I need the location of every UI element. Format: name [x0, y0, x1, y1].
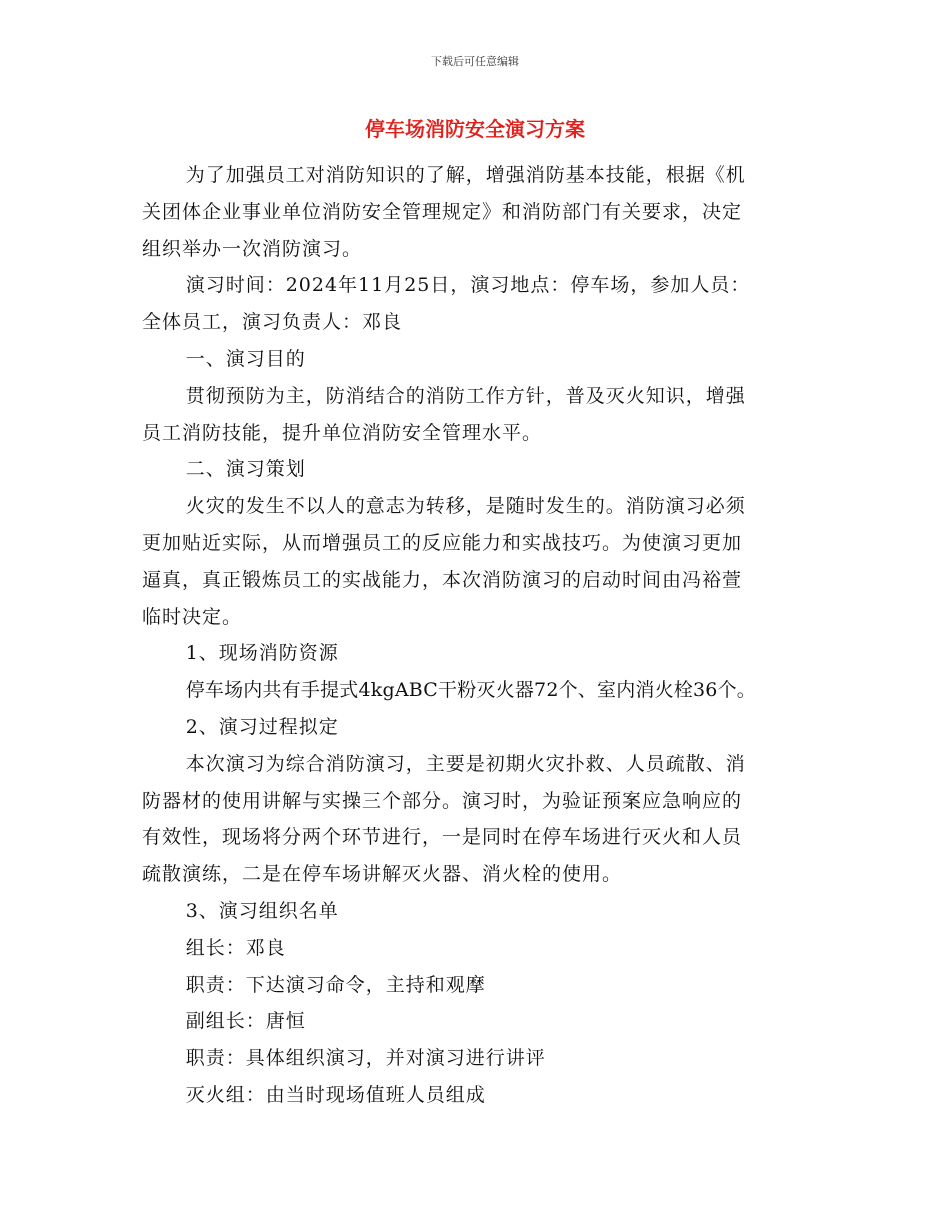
plan-line-1: 火灾的发生不以人的意志为转移，是随时发生的。消防演习必须 [185, 495, 746, 518]
process-line-4: 疏散演练，二是在停车场讲解灭火器、消火栓的使用。 [142, 863, 623, 886]
intro-line-2: 关团体企业事业单位消防安全管理规定》和消防部门有关要求，决定 [142, 200, 743, 223]
deputy-line: 副组长：唐恒 [185, 1010, 306, 1033]
leader-duty-line: 职责：下达演习命令，主持和观摩 [185, 973, 486, 996]
subsection-heading-resources: 1、现场消防资源 [185, 642, 339, 665]
process-line-1: 本次演习为综合消防演习，主要是初期火灾扑救、人员疏散、消 [185, 752, 746, 775]
process-paragraph [142, 746, 802, 893]
subsection-heading-organization: 3、演习组织名单 [185, 899, 339, 922]
process-line-2: 防器材的使用讲解与实操三个部分。演习时，为验证预案应急响应的 [142, 789, 743, 812]
info-paragraph [142, 267, 802, 341]
purpose-line-1: 贯彻预防为主，防消结合的消防工作方针，普及灭火知识，增强 [185, 384, 746, 407]
deputy-duty-line: 职责：具体组织演习，并对演习进行讲评 [185, 1047, 546, 1070]
plan-paragraph [142, 488, 802, 635]
plan-line-3: 逼真，真正锻炼员工的实战能力，本次消防演习的启动时间由冯裕萱 [142, 568, 743, 591]
header-note: 下载后可任意编辑 [431, 55, 519, 68]
resources-paragraph: 停车场内共有手提式4kgABC干粉灭火器72个、室内消火栓36个。 [185, 679, 756, 702]
intro-paragraph [142, 157, 802, 267]
document-title: 停车场消防安全演习方案 [365, 117, 585, 141]
section-heading-plan: 二、演习策划 [185, 458, 306, 481]
info-line-1: 演习时间：2024年11月25日，演习地点：停车场，参加人员： [185, 274, 751, 297]
document-body [142, 157, 802, 1114]
plan-line-4: 临时决定。 [142, 605, 243, 628]
fire-team-line: 灭火组：由当时现场值班人员组成 [185, 1083, 486, 1106]
purpose-line-2: 员工消防技能，提升单位消防安全管理水平。 [142, 421, 543, 444]
process-line-3: 有效性，现场将分两个环节进行，一是同时在停车场进行灭火和人员 [142, 826, 743, 849]
purpose-paragraph [142, 378, 802, 452]
leader-line: 组长：邓良 [185, 936, 286, 959]
intro-line-3: 组织举办一次消防演习。 [142, 237, 363, 260]
intro-line-1: 为了加强员工对消防知识的了解，增强消防基本技能，根据《机 [185, 164, 746, 186]
plan-line-2: 更加贴近实际，从而增强员工的反应能力和实战技巧。为使演习更加 [142, 531, 743, 554]
section-heading-purpose: 一、演习目的 [185, 347, 306, 370]
info-line-2: 全体员工，演习负责人：邓良 [142, 311, 403, 334]
subsection-heading-process: 2、演习过程拟定 [185, 715, 339, 738]
